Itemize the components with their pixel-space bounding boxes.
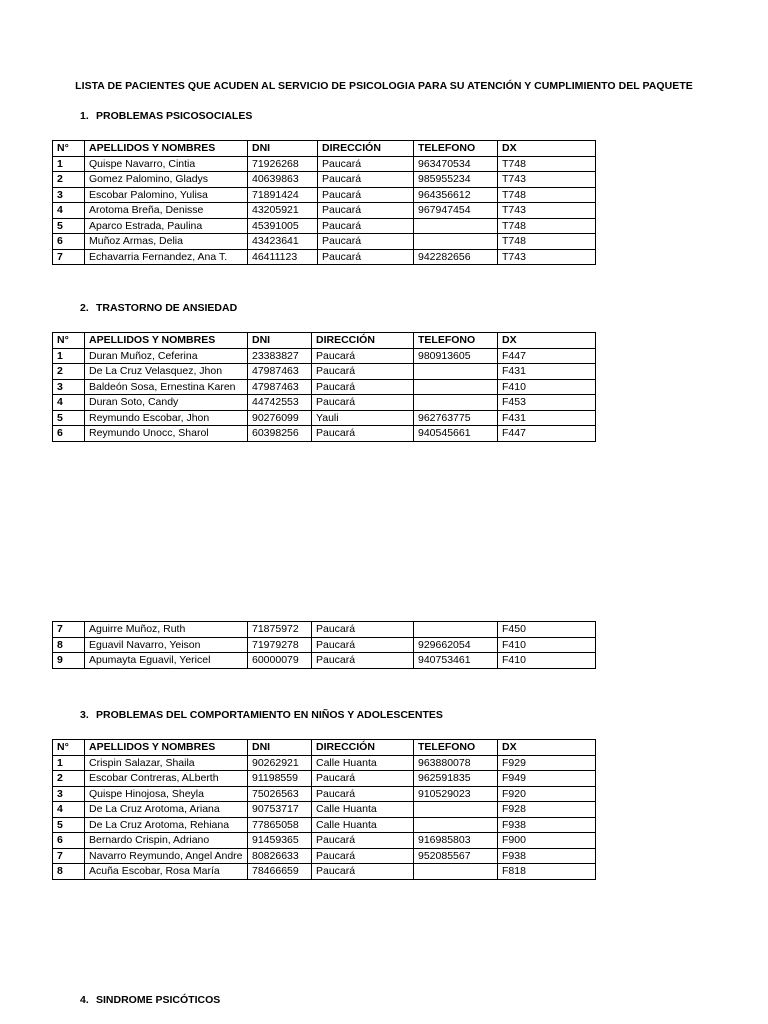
phone — [414, 622, 498, 638]
table-row — [53, 156, 596, 172]
phone: 962591835 — [414, 771, 498, 787]
row-number: 4 — [53, 395, 85, 411]
diagnosis: F929 — [498, 755, 596, 771]
section-number: 3. — [80, 709, 89, 721]
dni: 77865058 — [248, 817, 312, 833]
dni: 47987463 — [248, 379, 312, 395]
table-header-row — [53, 740, 596, 756]
address: Paucará — [312, 364, 414, 380]
patient-name: Reymundo Escobar, Jhon — [85, 410, 248, 426]
address: Paucará — [312, 395, 414, 411]
dni: 47987463 — [248, 364, 312, 380]
phone — [414, 817, 498, 833]
row-number: 9 — [53, 653, 85, 669]
diagnosis: F410 — [498, 653, 596, 669]
patients-table-comportamiento — [52, 739, 596, 880]
table-row — [53, 395, 596, 411]
address: Paucará — [312, 864, 414, 880]
phone: 940753461 — [414, 653, 498, 669]
phone: 962763775 — [414, 410, 498, 426]
diagnosis: F900 — [498, 833, 596, 849]
row-number: 8 — [53, 637, 85, 653]
table-row — [53, 426, 596, 442]
column-header: DIRECCIÓN — [312, 740, 414, 756]
dni: 75026563 — [248, 786, 312, 802]
dni: 78466659 — [248, 864, 312, 880]
address: Paucará — [318, 156, 414, 172]
table-row — [53, 833, 596, 849]
patients-table-psicosociales — [52, 140, 596, 265]
address: Paucará — [312, 771, 414, 787]
patient-name: Muñoz Armas, Delia — [85, 234, 248, 250]
column-header: TELEFONO — [414, 333, 498, 349]
dni: 91198559 — [248, 771, 312, 787]
address: Paucará — [318, 234, 414, 250]
row-number: 2 — [53, 364, 85, 380]
address: Paucará — [312, 833, 414, 849]
address: Calle Huanta — [312, 802, 414, 818]
column-header: N° — [53, 333, 85, 349]
phone: 963470534 — [414, 156, 498, 172]
phone — [414, 218, 498, 234]
diagnosis: T743 — [498, 249, 596, 265]
address: Paucará — [312, 379, 414, 395]
column-header: DIRECCIÓN — [318, 141, 414, 157]
patient-name: De La Cruz Arotoma, Rehiana — [85, 817, 248, 833]
table-row — [53, 817, 596, 833]
dni: 45391005 — [248, 218, 318, 234]
patients-table-ansiedad-continued — [52, 621, 596, 669]
section-heading-2 — [80, 302, 237, 314]
dni: 60398256 — [248, 426, 312, 442]
dni: 40639863 — [248, 172, 318, 188]
row-number: 2 — [53, 172, 85, 188]
column-header: TELEFONO — [414, 141, 498, 157]
address: Paucará — [318, 249, 414, 265]
section-title: SINDROME PSICÓTICOS — [96, 994, 221, 1006]
table-row — [53, 172, 596, 188]
address: Paucará — [318, 172, 414, 188]
address: Paucará — [312, 653, 414, 669]
address: Paucará — [312, 622, 414, 638]
diagnosis: T748 — [498, 234, 596, 250]
column-header: DNI — [248, 141, 318, 157]
phone — [414, 864, 498, 880]
address: Yauli — [312, 410, 414, 426]
diagnosis: F431 — [498, 364, 596, 380]
row-number: 5 — [53, 410, 85, 426]
address: Paucará — [312, 848, 414, 864]
column-header: DX — [498, 740, 596, 756]
table-row — [53, 410, 596, 426]
section-number: 2. — [80, 302, 89, 314]
row-number: 4 — [53, 203, 85, 219]
patient-name: Baldeón Sosa, Ernestina Karen — [85, 379, 248, 395]
section-number: 1. — [80, 110, 89, 122]
patient-name: Aparco Estrada, Paulina — [85, 218, 248, 234]
row-number: 6 — [53, 426, 85, 442]
row-number: 8 — [53, 864, 85, 880]
patient-name: Escobar Contreras, ALberth — [85, 771, 248, 787]
patient-name: Navarro Reymundo, Angel Andre — [85, 848, 248, 864]
address: Paucará — [312, 786, 414, 802]
column-header: DX — [498, 141, 596, 157]
patient-name: Echavarria Fernandez, Ana T. — [85, 249, 248, 265]
table-header-row — [53, 333, 596, 349]
table-row — [53, 786, 596, 802]
diagnosis: T748 — [498, 156, 596, 172]
dni: 90753717 — [248, 802, 312, 818]
phone: 980913605 — [414, 348, 498, 364]
table-row — [53, 364, 596, 380]
row-number: 4 — [53, 802, 85, 818]
diagnosis: F938 — [498, 848, 596, 864]
dni: 46411123 — [248, 249, 318, 265]
diagnosis: F938 — [498, 817, 596, 833]
row-number: 7 — [53, 848, 85, 864]
row-number: 1 — [53, 348, 85, 364]
patient-name: Bernardo Crispin, Adriano — [85, 833, 248, 849]
table-row — [53, 771, 596, 787]
diagnosis: F447 — [498, 348, 596, 364]
address: Paucará — [312, 637, 414, 653]
table-row — [53, 234, 596, 250]
diagnosis: F453 — [498, 395, 596, 411]
table-row — [53, 755, 596, 771]
address: Paucará — [312, 348, 414, 364]
address: Calle Huanta — [312, 755, 414, 771]
row-number: 6 — [53, 833, 85, 849]
table-row — [53, 653, 596, 669]
diagnosis: F431 — [498, 410, 596, 426]
patient-name: Eguavil Navarro, Yeison — [85, 637, 248, 653]
row-number: 5 — [53, 218, 85, 234]
phone: 942282656 — [414, 249, 498, 265]
dni: 43205921 — [248, 203, 318, 219]
diagnosis: T743 — [498, 203, 596, 219]
patient-name: Arotoma Breña, Denisse — [85, 203, 248, 219]
section-number: 4. — [80, 994, 89, 1006]
dni: 43423641 — [248, 234, 318, 250]
column-header: APELLIDOS Y NOMBRES — [85, 333, 248, 349]
dni: 91459365 — [248, 833, 312, 849]
section-title: TRASTORNO DE ANSIEDAD — [96, 302, 238, 314]
table-row — [53, 249, 596, 265]
table-row — [53, 203, 596, 219]
column-header: APELLIDOS Y NOMBRES — [85, 141, 248, 157]
row-number: 7 — [53, 622, 85, 638]
table-row — [53, 848, 596, 864]
phone: 964356612 — [414, 187, 498, 203]
diagnosis: T748 — [498, 218, 596, 234]
phone: 929662054 — [414, 637, 498, 653]
dni: 60000079 — [248, 653, 312, 669]
diagnosis: T743 — [498, 172, 596, 188]
column-header: N° — [53, 141, 85, 157]
section-title: PROBLEMAS DEL COMPORTAMIENTO EN NIÑOS Y ADOLESCENTES — [96, 709, 443, 721]
dni: 71979278 — [248, 637, 312, 653]
document-title: LISTA DE PACIENTES QUE ACUDEN AL SERVICIO DE PSICOLOGIA PARA SU ATENCIÓN Y CUMPLIMIENTO DEL PAQUETE — [75, 80, 693, 92]
diagnosis: F410 — [498, 379, 596, 395]
diagnosis: F450 — [498, 622, 596, 638]
dni: 71875972 — [248, 622, 312, 638]
dni: 44742553 — [248, 395, 312, 411]
address: Calle Huanta — [312, 817, 414, 833]
dni: 80826633 — [248, 848, 312, 864]
section-heading-4 — [80, 994, 220, 1006]
patient-name: Quispe Hinojosa, Sheyla — [85, 786, 248, 802]
dni: 23383827 — [248, 348, 312, 364]
row-number: 3 — [53, 379, 85, 395]
address: Paucará — [318, 187, 414, 203]
diagnosis: T748 — [498, 187, 596, 203]
phone — [414, 364, 498, 380]
row-number: 3 — [53, 786, 85, 802]
section-heading-1 — [80, 110, 252, 122]
address: Paucará — [312, 426, 414, 442]
phone — [414, 395, 498, 411]
table-row — [53, 802, 596, 818]
column-header: DX — [498, 333, 596, 349]
patient-name: Acuña Escobar, Rosa María — [85, 864, 248, 880]
section-title: PROBLEMAS PSICOSOCIALES — [96, 110, 253, 122]
patient-name: Apumayta Eguavil, Yericel — [85, 653, 248, 669]
phone: 952085567 — [414, 848, 498, 864]
phone — [414, 802, 498, 818]
address: Paucará — [318, 218, 414, 234]
dni: 90276099 — [248, 410, 312, 426]
row-number: 2 — [53, 771, 85, 787]
diagnosis: F928 — [498, 802, 596, 818]
phone — [414, 234, 498, 250]
patient-name: Duran Muñoz, Ceferina — [85, 348, 248, 364]
diagnosis: F949 — [498, 771, 596, 787]
table-row — [53, 637, 596, 653]
phone: 940545661 — [414, 426, 498, 442]
patient-name: Quispe Navarro, Cintia — [85, 156, 248, 172]
column-header: N° — [53, 740, 85, 756]
row-number: 3 — [53, 187, 85, 203]
patient-name: Gomez Palomino, Gladys — [85, 172, 248, 188]
dni: 71891424 — [248, 187, 318, 203]
row-number: 7 — [53, 249, 85, 265]
column-header: DIRECCIÓN — [312, 333, 414, 349]
phone: 963880078 — [414, 755, 498, 771]
address: Paucará — [318, 203, 414, 219]
row-number: 1 — [53, 755, 85, 771]
table-row — [53, 864, 596, 880]
patient-name: De La Cruz Velasquez, Jhon — [85, 364, 248, 380]
patient-name: Reymundo Unocc, Sharol — [85, 426, 248, 442]
patient-name: Aguirre Muñoz, Ruth — [85, 622, 248, 638]
table-row — [53, 622, 596, 638]
column-header: DNI — [248, 740, 312, 756]
diagnosis: F410 — [498, 637, 596, 653]
phone: 985955234 — [414, 172, 498, 188]
row-number: 5 — [53, 817, 85, 833]
patients-table-ansiedad — [52, 332, 596, 442]
dni: 90262921 — [248, 755, 312, 771]
section-heading-3 — [80, 709, 443, 721]
phone: 910529023 — [414, 786, 498, 802]
patient-name: De La Cruz Arotoma, Ariana — [85, 802, 248, 818]
phone — [414, 379, 498, 395]
patient-name: Crispin Salazar, Shaila — [85, 755, 248, 771]
patient-name: Duran Soto, Candy — [85, 395, 248, 411]
diagnosis: F447 — [498, 426, 596, 442]
diagnosis: F818 — [498, 864, 596, 880]
table-row — [53, 348, 596, 364]
column-header: APELLIDOS Y NOMBRES — [85, 740, 248, 756]
dni: 71926268 — [248, 156, 318, 172]
table-row — [53, 379, 596, 395]
column-header: TELEFONO — [414, 740, 498, 756]
table-header-row — [53, 141, 596, 157]
row-number: 1 — [53, 156, 85, 172]
table-row — [53, 187, 596, 203]
phone: 967947454 — [414, 203, 498, 219]
phone: 916985803 — [414, 833, 498, 849]
row-number: 6 — [53, 234, 85, 250]
table-row — [53, 218, 596, 234]
column-header: DNI — [248, 333, 312, 349]
diagnosis: F920 — [498, 786, 596, 802]
patient-name: Escobar Palomino, Yulisa — [85, 187, 248, 203]
